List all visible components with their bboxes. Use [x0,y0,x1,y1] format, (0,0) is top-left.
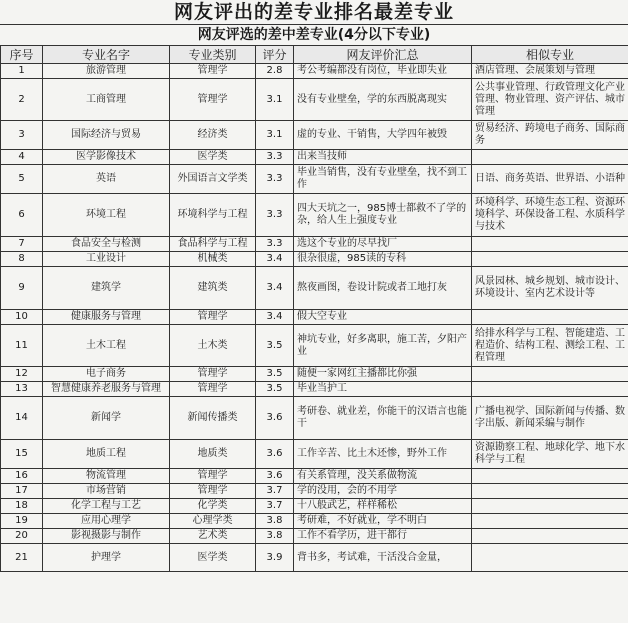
cell-similar: 环境科学、环境生态工程、资源环境科学、环保设备工程、水质科学与技术 [472,194,628,237]
cell-category: 环境科学与工程 [170,194,256,237]
cell-review: 毕业当护工 [294,382,472,397]
cell-major-name: 智慧健康养老服务与管理 [43,382,170,397]
table-row [1,237,628,252]
cell-major-name: 健康服务与管理 [43,310,170,325]
cell-review: 工作不看学历，进干都行 [294,529,472,544]
table-row [1,367,628,382]
cell-score: 3.6 [256,469,294,484]
table-header-row [1,46,628,64]
cell-index: 5 [1,165,43,194]
cell-review: 背书多，考试难，干活没合金量， [294,544,472,572]
cell-major-name: 土木工程 [43,325,170,367]
cell-category: 管理学 [170,484,256,499]
cell-similar: 贸易经济、跨境电子商务、国际商务 [472,121,628,150]
table-row [1,150,628,165]
table-row [1,499,628,514]
cell-index: 16 [1,469,43,484]
cell-index: 7 [1,237,43,252]
cell-similar [472,484,628,499]
cell-score: 3.3 [256,150,294,165]
cell-similar [472,237,628,252]
table-row [1,252,628,267]
cell-similar: 酒店管理、会展策划与管理 [472,64,628,79]
table-row [1,440,628,469]
cell-index: 2 [1,79,43,121]
cell-category: 心理学类 [170,514,256,529]
header-review: 网友评价汇总 [294,46,472,64]
cell-major-name: 环境工程 [43,194,170,237]
cell-similar [472,469,628,484]
cell-review: 出来当技师 [294,150,472,165]
cell-score: 3.3 [256,165,294,194]
cell-similar: 风景园林、城乡规划、城市设计、环境设计、室内艺术设计等 [472,267,628,310]
ranking-table [0,45,628,572]
table-row [1,79,628,121]
cell-category: 医学类 [170,544,256,572]
table-row [1,64,628,79]
cell-review: 假大空专业 [294,310,472,325]
cell-review: 没有专业壁垒，学的东西脱离现实 [294,79,472,121]
cell-similar [472,514,628,529]
cell-similar [472,499,628,514]
cell-category: 医学类 [170,150,256,165]
cell-similar [472,544,628,572]
cell-similar [472,150,628,165]
cell-major-name: 医学影像技术 [43,150,170,165]
cell-index: 6 [1,194,43,237]
header-major-name: 专业名字 [43,46,170,64]
cell-score: 3.8 [256,514,294,529]
cell-category: 管理学 [170,469,256,484]
cell-review: 熬夜画图，卷设计院或者工地打灰 [294,267,472,310]
cell-major-name: 国际经济与贸易 [43,121,170,150]
cell-category: 化学类 [170,499,256,514]
cell-major-name: 工业设计 [43,252,170,267]
cell-major-name: 旅游管理 [43,64,170,79]
cell-index: 18 [1,499,43,514]
cell-similar [472,382,628,397]
cell-score: 3.3 [256,237,294,252]
page-subtitle: 网友评选的差中差专业(4分以下专业) [0,24,628,45]
cell-category: 管理学 [170,310,256,325]
table-row [1,484,628,499]
cell-review: 毕业当销售，没有专业壁垒，找不到工作 [294,165,472,194]
cell-major-name: 市场营销 [43,484,170,499]
cell-review: 有关系管理，没关系做物流 [294,469,472,484]
cell-score: 3.1 [256,121,294,150]
cell-score: 3.1 [256,79,294,121]
cell-major-name: 新闻学 [43,397,170,440]
cell-score: 3.5 [256,382,294,397]
cell-index: 4 [1,150,43,165]
cell-major-name: 影视摄影与制作 [43,529,170,544]
cell-score: 3.4 [256,252,294,267]
cell-review: 考研卷、就业差，你能干的汉语言也能干 [294,397,472,440]
cell-score: 3.5 [256,325,294,367]
cell-category: 艺术类 [170,529,256,544]
cell-review: 四大天坑之一，985博士都救不了学的杂，给人生上强度专业 [294,194,472,237]
cell-category: 建筑类 [170,267,256,310]
cell-score: 3.6 [256,440,294,469]
table-row [1,469,628,484]
cell-index: 13 [1,382,43,397]
cell-score: 3.5 [256,367,294,382]
cell-review: 神坑专业，好多离职，施工苦，夕阳产业 [294,325,472,367]
cell-score: 3.4 [256,267,294,310]
cell-similar: 日语、商务英语、世界语、小语种 [472,165,628,194]
cell-index: 15 [1,440,43,469]
cell-review: 随便一家网红主播都比你强 [294,367,472,382]
table-row [1,121,628,150]
cell-review: 虚的专业、干销售，大学四年被毁 [294,121,472,150]
cell-category: 土木类 [170,325,256,367]
cell-category: 新闻传播类 [170,397,256,440]
cell-index: 17 [1,484,43,499]
cell-category: 食品科学与工程 [170,237,256,252]
cell-index: 21 [1,544,43,572]
cell-index: 20 [1,529,43,544]
cell-category: 机械类 [170,252,256,267]
table-row [1,310,628,325]
cell-major-name: 化学工程与工艺 [43,499,170,514]
cell-similar: 公共事业管理、行政管理文化产业管理、物业管理、资产评估、城市管理 [472,79,628,121]
table-row [1,382,628,397]
cell-major-name: 地质工程 [43,440,170,469]
cell-major-name: 应用心理学 [43,514,170,529]
cell-category: 管理学 [170,79,256,121]
table-row [1,544,628,572]
cell-similar: 给排水科学与工程、智能建造、工程造价、结构工程、测绘工程、工程管理 [472,325,628,367]
cell-index: 14 [1,397,43,440]
header-score: 评分 [256,46,294,64]
cell-review: 学的没用，会的不用学 [294,484,472,499]
table-row [1,514,628,529]
cell-review: 选这个专业的尽早找厂 [294,237,472,252]
cell-category: 外国语言文学类 [170,165,256,194]
table-row [1,267,628,310]
cell-major-name: 护理学 [43,544,170,572]
cell-score: 3.4 [256,310,294,325]
cell-review: 十八般武艺，样样稀松 [294,499,472,514]
cell-major-name: 英语 [43,165,170,194]
cell-score: 3.8 [256,529,294,544]
cell-score: 3.9 [256,544,294,572]
cell-score: 3.3 [256,194,294,237]
cell-score: 3.7 [256,499,294,514]
header-category: 专业类别 [170,46,256,64]
cell-similar [472,529,628,544]
cell-index: 3 [1,121,43,150]
cell-score: 3.7 [256,484,294,499]
cell-category: 管理学 [170,64,256,79]
table-row [1,325,628,367]
table-row [1,194,628,237]
cell-index: 19 [1,514,43,529]
cell-category: 管理学 [170,382,256,397]
header-similar: 相似专业 [472,46,628,64]
cell-major-name: 工商管理 [43,79,170,121]
cell-similar: 资源勘察工程、地球化学、地下水科学与工程 [472,440,628,469]
cell-major-name: 食品安全与检测 [43,237,170,252]
cell-review: 工作辛苦、比土木还惨，野外工作 [294,440,472,469]
cell-score: 3.6 [256,397,294,440]
cell-index: 12 [1,367,43,382]
table-row [1,397,628,440]
cell-category: 管理学 [170,367,256,382]
table-row [1,529,628,544]
cell-index: 11 [1,325,43,367]
cell-similar [472,252,628,267]
cell-major-name: 建筑学 [43,267,170,310]
cell-index: 1 [1,64,43,79]
cell-similar [472,367,628,382]
cell-review: 考公考编都没有岗位，毕业即失业 [294,64,472,79]
cell-index: 10 [1,310,43,325]
cell-similar: 广播电视学、国际新闻与传播、数字出版、新闻采编与制作 [472,397,628,440]
cell-review: 很杂很虚，985读的专科 [294,252,472,267]
cell-index: 8 [1,252,43,267]
cell-index: 9 [1,267,43,310]
cell-category: 经济类 [170,121,256,150]
cell-similar [472,310,628,325]
cell-major-name: 物流管理 [43,469,170,484]
cell-score: 2.8 [256,64,294,79]
cell-category: 地质类 [170,440,256,469]
table-row [1,165,628,194]
cell-review: 考研难，不好就业，学不明白 [294,514,472,529]
header-index: 序号 [1,46,43,64]
page-title: 网友评出的差专业排名最差专业 [173,1,454,23]
cell-major-name: 电子商务 [43,367,170,382]
